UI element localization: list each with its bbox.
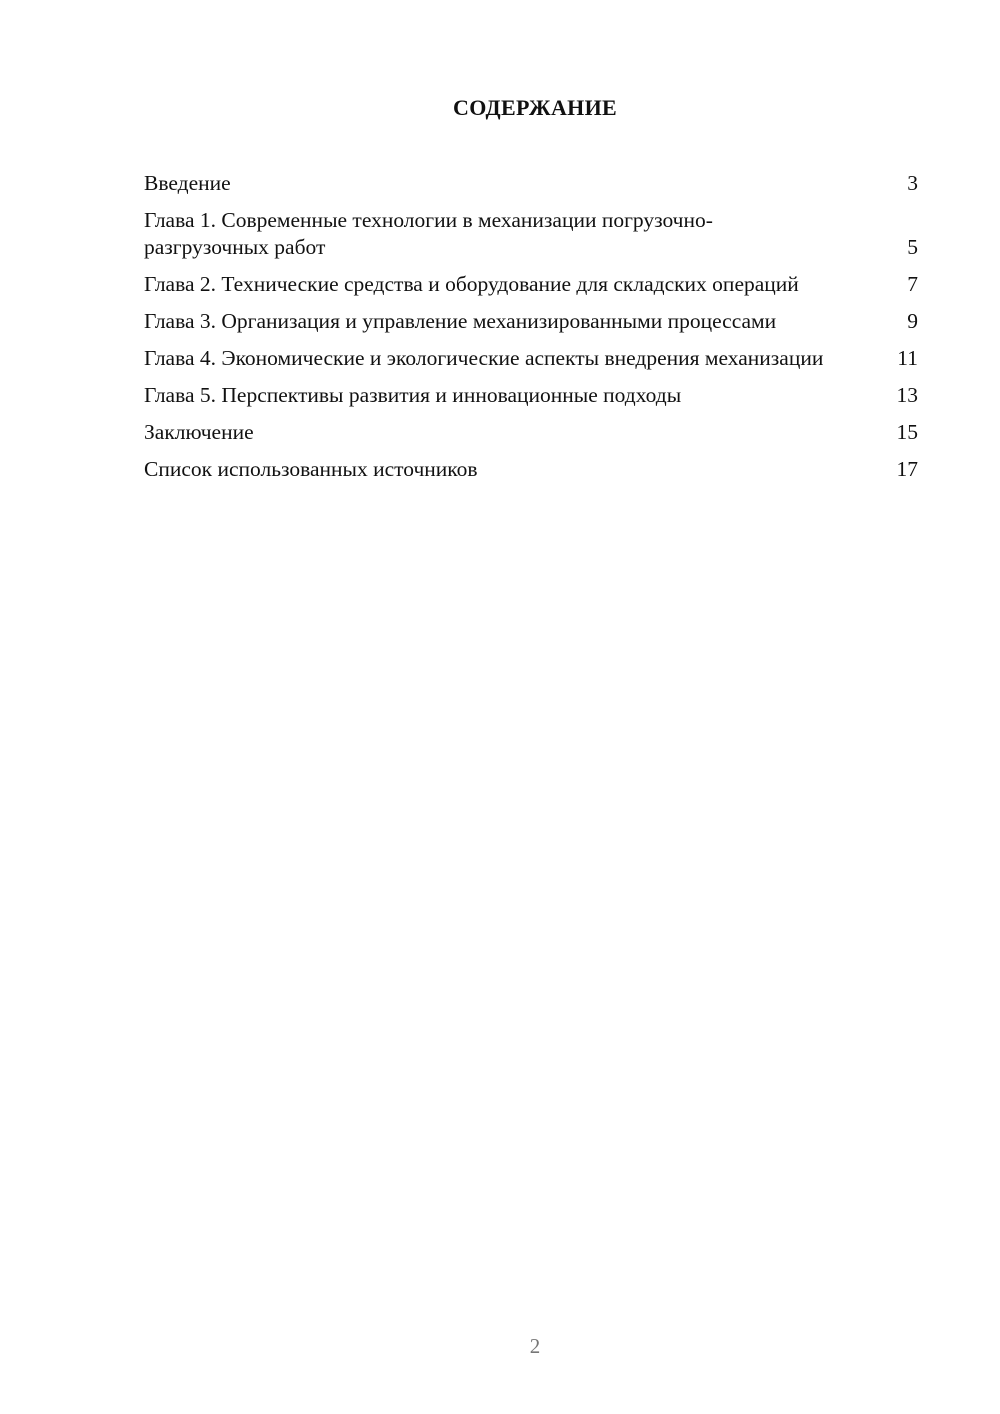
toc-entry-text: Глава 5. Перспективы развития и инновационные подходы xyxy=(144,383,682,407)
toc-entry-text: Заключение xyxy=(144,420,254,444)
toc-entry-page: 5 xyxy=(907,235,918,259)
toc-entry-page: 13 xyxy=(896,383,918,407)
toc-entry-chapter-3 xyxy=(144,308,918,335)
page-title: СОДЕРЖАНИЕ xyxy=(453,95,617,120)
toc-entry-text: Введение xyxy=(144,171,231,195)
toc-entry-page: 7 xyxy=(907,272,918,296)
toc-entry-text: Глава 2. Технические средства и оборудование для складских операций xyxy=(144,272,799,296)
toc-entry-text: Глава 1. Современные технологии в механизации погрузочно-разгрузочных работ xyxy=(144,208,713,259)
toc-entry-introduction xyxy=(144,170,918,197)
page-number: 2 xyxy=(529,1334,541,1358)
toc-entry-page: 3 xyxy=(907,171,918,195)
toc-entry-references xyxy=(144,456,918,483)
toc-entry-text: Глава 3. Организация и управление механизированными процессами xyxy=(144,309,777,333)
toc-entry-chapter-2 xyxy=(144,271,918,298)
toc-entry-page: 11 xyxy=(897,346,918,370)
toc-entry-chapter-1 xyxy=(144,207,918,261)
toc-entry-text: Список использованных источников xyxy=(144,457,478,481)
toc-entry-page: 15 xyxy=(896,420,918,444)
toc-entry-conclusion xyxy=(144,419,918,446)
toc-entry-page: 9 xyxy=(907,309,918,333)
toc-entry-page: 17 xyxy=(896,457,918,481)
toc-entry-chapter-4 xyxy=(144,345,918,372)
table-of-contents xyxy=(144,170,918,493)
toc-entry-chapter-5 xyxy=(144,382,918,409)
toc-entry-text: Глава 4. Экономические и экологические аспекты внедрения механизации xyxy=(144,346,824,370)
